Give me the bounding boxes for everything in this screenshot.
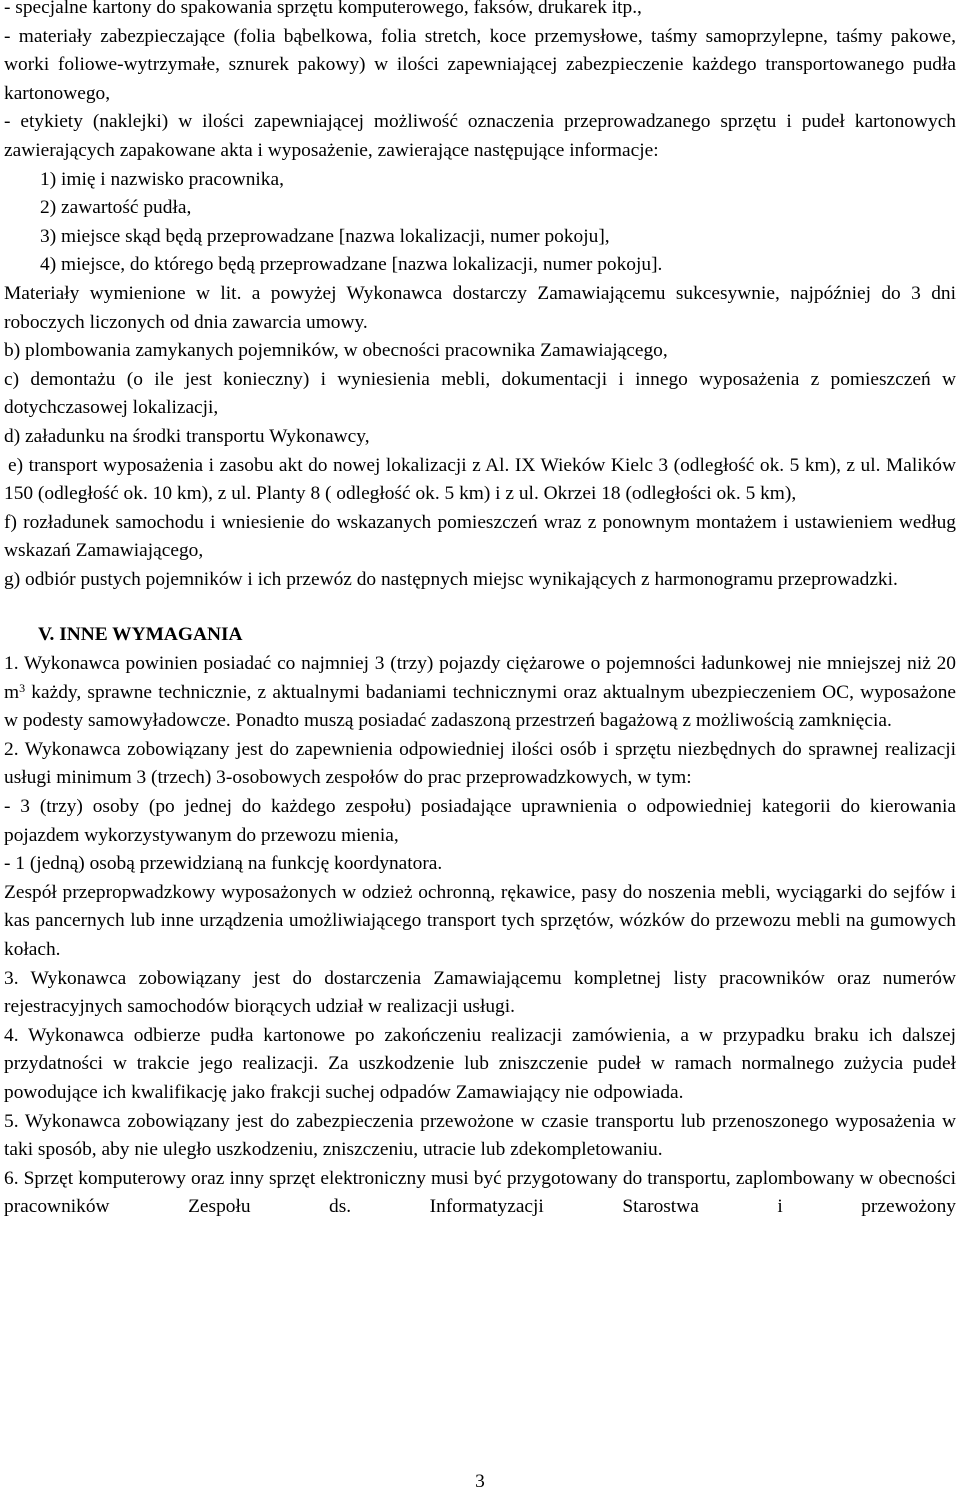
item-b-sealing: b) plombowania zamykanych pojemników, w obecności pracownika Zamawiającego, <box>4 340 668 362</box>
requirement-4-boxes-pickup: 4. Wykonawca odbierze pudła kartonowe po zakończeniu realizacji zamówienia, a w przypadku braku ich dalszej przydatności w trakcie jego realizacji. Za uszkodzenie lub zniszczenie pudeł w ramach normalnego zużycia pudeł powodujące ich kwalifikację jako frakcji suchej odpadów Zamawiający nie odpowiada. <box>4 1024 956 1103</box>
requirement-6-computer-equipment: 6. Sprzęt komputerowy oraz inny sprzęt elektroniczny musi być przygotowany do transportu, zaplombowany w obecności pracowników Zespołu ds. Informatyzacji Starostwa i przewożony <box>4 1167 956 1218</box>
item-g-container-pickup: g) odbiór pustych pojemników i ich przewóz do następnych miejsc wynikających z harmonogramu przeprowadzki. <box>4 568 898 590</box>
label-info-4: 4) miejsce, do którego będą przeprowadzane [nazwa lokalizacji, numer pokoju]. <box>40 254 663 276</box>
item-e-transport: e) transport wyposażenia i zasobu akt do nowej lokalizacji z Al. IX Wieków Kielc 3 (odległość ok. 5 km), z ul. Malików 150 (odległość ok. 10 km), z ul. Planty 8 ( odległość ok. 5 km) i z ul. Okrzei 18 (odległości ok. 5 km), <box>4 454 956 505</box>
list-item-protective-materials: - materiały zabezpieczające (folia bąbelkowa, folia stretch, koce przemysłowe, taśmy samoprzylepne, taśmy pakowe, worki foliowe-wytrzymałe, sznurek pakowy) w ilości zapewniającej zabezpieczenie każdego transportowanego pudła kartonowego, <box>4 25 956 104</box>
requirement-1-text-end: każdy, sprawne technicznie, z aktualnymi badaniami technicznymi oraz aktualnym ubezpieczeniem OC, wyposażone w podesty samowyładowcze. Ponadto muszą posiadać zadaszoną przestrzeń bagażową z możliwością zamknięcia. <box>4 681 956 732</box>
label-info-2: 2) zawartość pudła, <box>40 197 192 219</box>
requirement-2-coordinator: - 1 (jedną) osobą przewidzianą na funkcję koordynatora. <box>4 853 443 875</box>
cubic-superscript: 3 <box>19 680 26 695</box>
requirement-5-protection: 5. Wykonawca zobowiązany jest do zabezpieczenia przewożone w czasie transportu lub przenoszonego wyposażenia w taki sposób, aby nie uległo uszkodzeniu, zniszczeniu, utracie lub zdekompletowaniu. <box>4 1110 956 1161</box>
materials-note: Materiały wymienione w lit. a powyżej Wykonawca dostarczy Zamawiającemu sukcesywnie, najpóźniej do 3 dni roboczych liczonych od dnia zawarcia umowy. <box>4 282 956 333</box>
requirement-2-team-equipment: Zespół przepropwadzkowy wyposażonych w odzież ochronną, rękawice, pasy do noszenia mebli, wyciągarki do sejfów i kas pancernych lub inne urządzenia umożliwiającego transport tych sprzętów, wózków do przewozu mebli na gumowych kołach. <box>4 881 956 960</box>
list-item-labels: - etykiety (naklejki) w ilości zapewniającej możliwość oznaczenia przeprowadzanego sprzętu i pudeł kartonowych zawierających zapakowane akta i wyposażenie, zawierające następujące informacje: <box>4 111 956 161</box>
section-spacer <box>4 594 956 621</box>
item-d-loading: d) załadunku na środki transportu Wykonawcy, <box>4 425 370 447</box>
page-number: 3 <box>475 1471 485 1492</box>
requirement-2-staff: 2. Wykonawca zobowiązany jest do zapewnienia odpowiedniej ilości osób i sprzętu niezbędnych do sprawnej realizacji usługi minimum 3 (trzech) 3-osobowych zespołów do prac przeprowadzkowych, w tym: <box>4 738 956 789</box>
item-c-disassembly: c) demontażu (o ile jest konieczny) i wyniesienia mebli, dokumentacji i innego wyposażenia z pomieszczeń w dotychczasowej lokalizacji, <box>4 368 956 419</box>
requirement-2-drivers: - 3 (trzy) osoby (po jednej do każdego zespołu) posiadające uprawnienia o odpowiedniej kategorii do kierowania pojazdem wykorzystywanym do przewozu mienia, <box>4 796 956 846</box>
section-heading-other-requirements: V. INNE WYMAGANIA <box>38 624 243 646</box>
requirement-1-vehicles <box>4 650 956 736</box>
list-item-special-boxes: - specjalne kartony do spakowania sprzętu komputerowego, faksów, drukarek itp., <box>4 0 642 18</box>
document-page <box>4 0 956 1222</box>
label-info-1: 1) imię i nazwisko pracownika, <box>40 168 284 190</box>
label-info-3: 3) miejsce skąd będą przeprowadzane [nazwa lokalizacji, numer pokoju], <box>40 225 610 247</box>
requirement-3-staff-list: 3. Wykonawca zobowiązany jest do dostarczenia Zamawiającemu kompletnej listy pracowników oraz numerów rejestracyjnych samochodów biorących udział w realizacji usługi. <box>4 967 956 1018</box>
requirement-1-text-start: 1. Wykonawca powinien posiadać co najmniej 3 (trzy) pojazdy ciężarowe o pojemności ładunkowej nie mniejszej niż 20 m <box>4 653 956 703</box>
item-f-unloading: f) rozładunek samochodu i wniesienie do wskazanych pomieszczeń wraz z ponownym montażem i ustawieniem według wskazań Zamawiającego, <box>4 511 956 562</box>
